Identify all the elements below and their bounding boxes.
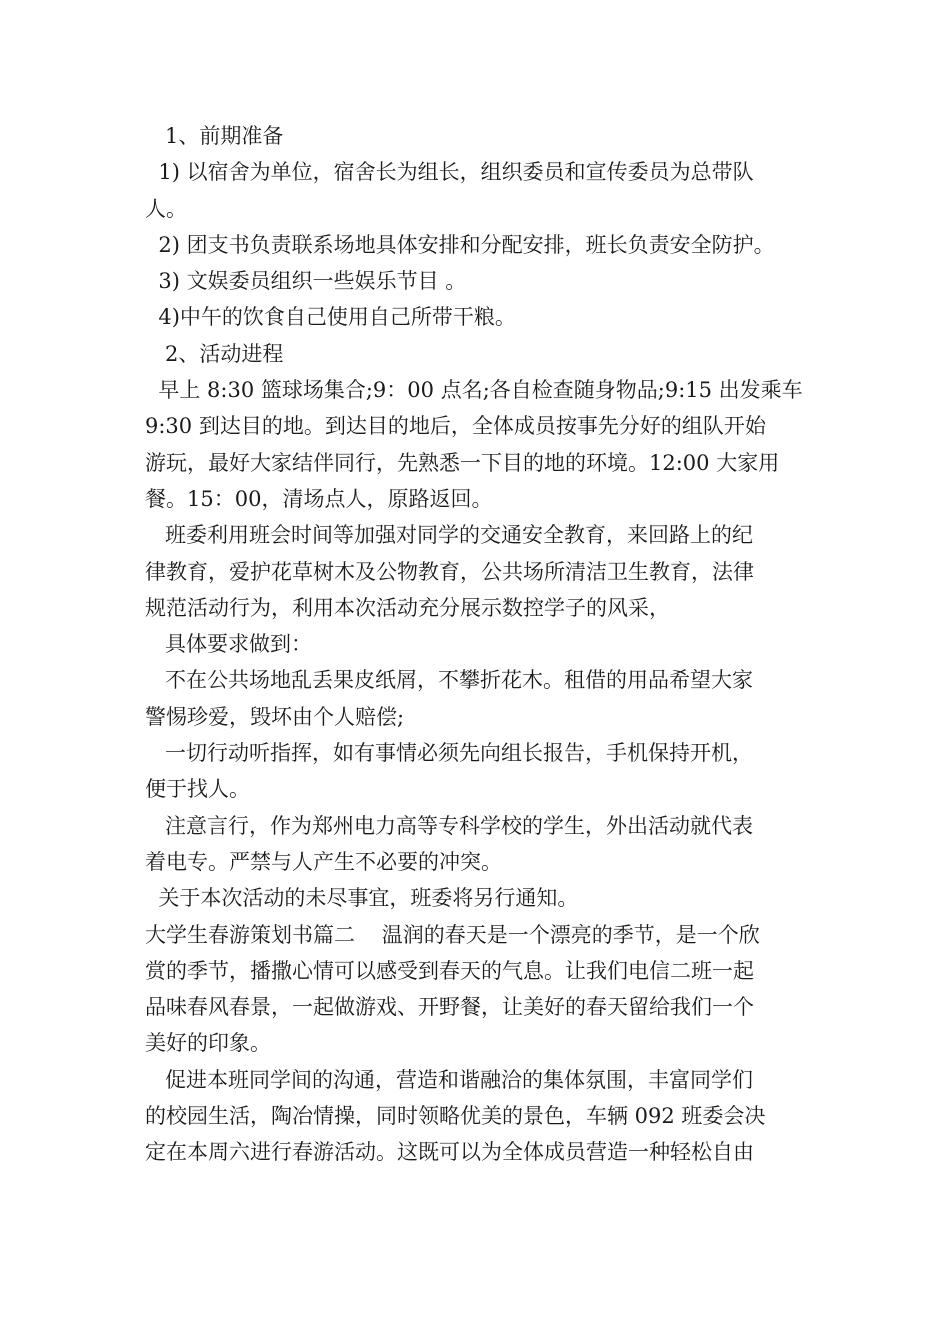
paragraph-line: 便于找人。 (145, 777, 250, 802)
paragraph-line: 1) 以宿舍为单位，宿舍长为组长，组织委员和宣传委员为总带队 (145, 160, 754, 185)
paragraph-line: 赏的季节，播撒心情可以感受到春天的气息。让我们电信二班一起 (145, 958, 754, 983)
paragraph-line: 促进本班同学间的沟通，营造和谐融洽的集体氛围，丰富同学们 (145, 1067, 754, 1092)
paragraph-line: 关于本次活动的未尽事宜，班委将另行通知。 (145, 886, 579, 911)
paragraph-line: 规范活动行为，利用本次活动充分展示数控学子的风采， (145, 595, 670, 620)
paragraph-line: 2) 团支书负责联系场地具体安排和分配安排，班长负责安全防护。 (145, 232, 775, 257)
heading-preparation: 1、前期准备 (145, 124, 284, 148)
paragraph-line: 不在公共场地乱丢果皮纸屑，不攀折花木。租借的用品希望大家 (145, 668, 754, 693)
paragraph-line: 一切行动听指挥，如有事情必须先向组长报告，手机保持开机， (145, 741, 754, 766)
document-body (145, 118, 810, 1171)
paragraph-line: 警惕珍爱，毁坏由个人赔偿; (145, 704, 405, 729)
paragraph-line: 着电专。严禁与人产生不必要的冲突。 (145, 849, 502, 874)
paragraph-line: 3) 文娱委员组织一些娱乐节目 。 (145, 269, 467, 294)
paragraph-line: 美好的印象。 (145, 1031, 271, 1056)
heading-activity-process: 2、活动进程 (145, 341, 284, 366)
paragraph-line: 9:30 到达目的地。到达目的地后，全体成员按事先分好的组队开始 (145, 414, 766, 439)
paragraph-line: 注意言行，作为郑州电力高等专科学校的学生，外出活动就代表 (145, 813, 754, 838)
paragraph-line: 人。 (145, 196, 187, 221)
paragraph-line: 班委利用班会时间等加强对同学的交通安全教育，来回路上的纪 (145, 523, 754, 548)
paragraph-line: 4)中午的饮食自己使用自己所带干粮。 (145, 305, 516, 330)
paragraph-line: 早上 8:30 篮球场集合;9：00 点名;各自检查随身物品;9:15 出发乘车 (145, 378, 803, 403)
paragraph-line: 餐。15：00，清场点人，原路返回。 (145, 486, 493, 511)
paragraph-line: 品味春风春景，一起做游戏、开野餐，让美好的春天留给我们一个 (145, 995, 754, 1020)
paragraph-line: 定在本周六进行春游活动。这既可以为全体成员营造一种轻松自由 (145, 1140, 754, 1165)
paragraph-line: 具体要求做到： (145, 632, 313, 657)
paragraph-line: 律教育，爱护花草树木及公物教育，公共场所清洁卫生教育，法律 (145, 559, 754, 584)
paragraph-line: 游玩，最好大家结伴同行，先熟悉一下目的地的环境。12:00 大家用 (145, 450, 780, 475)
section-title-line: 大学生春游策划书篇二 温润的春天是一个漂亮的季节，是一个欣 (145, 922, 760, 947)
paragraph-line: 的校园生活，陶冶情操，同时领略优美的景色，车辆 092 班委会决 (145, 1104, 766, 1129)
